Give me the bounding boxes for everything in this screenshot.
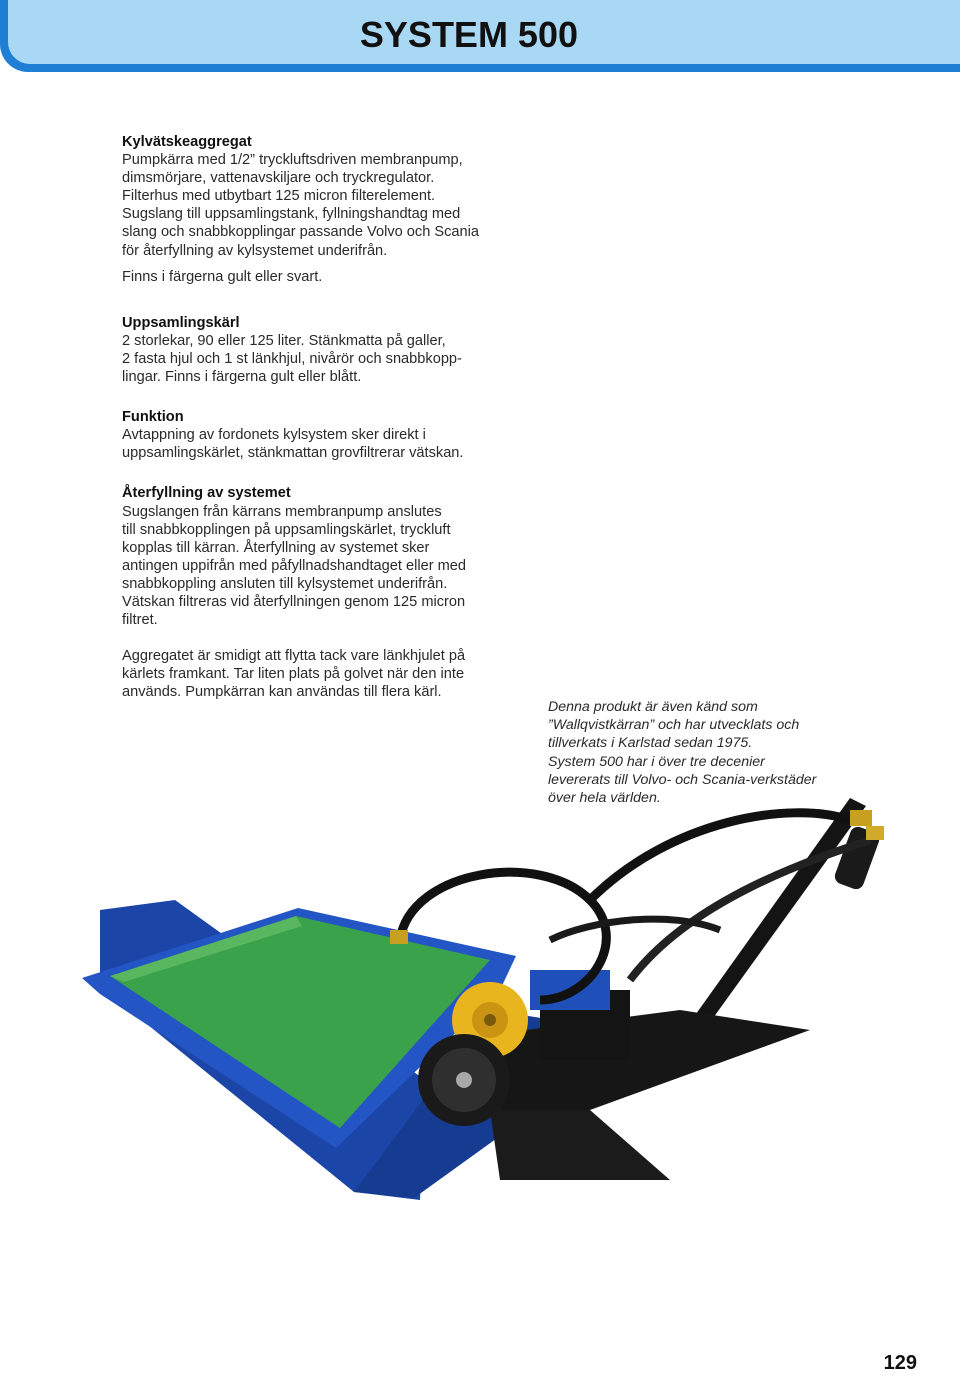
text-line: 2 storlekar, 90 eller 125 liter. Stänkmatta på galler,	[122, 332, 446, 349]
hose	[550, 919, 720, 940]
section-aggregatet	[122, 647, 502, 701]
caption-line: System 500 har i över tre decenier	[548, 753, 765, 770]
text-line: Sugslangen från kärrans membranpump anslutes	[122, 503, 442, 520]
text-line: Finns i färgerna gult eller svart.	[122, 268, 323, 285]
page-title: SYSTEM 500	[359, 14, 578, 55]
text-line: Sugslang till uppsamlingstank, fyllningshandtag med	[122, 206, 461, 223]
text-line: för återfyllning av kylsystemet underifrån.	[122, 242, 388, 259]
text-line: till snabbkopplingen på uppsamlingskärlet, tryckluft	[122, 521, 451, 538]
section-funktion	[122, 408, 502, 462]
text-line: Avtappning av fordonets kylsystem sker direkt i	[122, 427, 426, 444]
text-line: dimsmörjare, vattenavskiljare och tryckregulator.	[122, 170, 435, 187]
text-line: Vätskan filtreras vid återfyllningen genom 125 micron	[122, 593, 466, 610]
text-line: filtret.	[122, 612, 158, 629]
section-kylvatskeaggregat	[122, 133, 502, 286]
caption-line: ”Wallqvistkärran” och har utvecklats och	[548, 717, 800, 734]
text-line: används. Pumpkärran kan användas till flera kärl.	[122, 684, 442, 701]
section-heading: Funktion	[122, 409, 184, 426]
coupling	[390, 930, 408, 944]
text-line: snabbkoppling ansluten till kylsystemet underifrån.	[122, 575, 448, 592]
page-number: 129	[883, 1352, 917, 1374]
text-line: Pumpkärra med 1/2” tryckluftsdriven membranpump,	[122, 152, 463, 169]
cart-wheel-hub	[456, 1072, 472, 1088]
caption-line: levererats till Volvo- och Scania-verkstäder	[548, 771, 817, 788]
text-line: Filterhus med utbytbart 125 micron filterelement.	[122, 188, 436, 205]
coupling	[866, 826, 884, 840]
main-text	[122, 133, 502, 701]
caption-line: över hela världen.	[548, 790, 661, 807]
product-photo	[70, 780, 900, 1200]
text-line: slang och snabbkopplingar passande Volvo och Scania	[122, 224, 479, 241]
text-line: Aggregatet är smidigt att flytta tack vare länkhjulet på	[122, 648, 466, 665]
caption-line: tillverkats i Karlstad sedan 1975.	[548, 735, 753, 752]
text-line: 2 fasta hjul och 1 st länkhjul, nivårör och snabbkopp-	[122, 350, 462, 367]
coupling	[850, 810, 872, 826]
section-aterfyllning	[122, 484, 502, 629]
section-heading: Uppsamlingskärl	[122, 314, 240, 331]
section-heading: Kylvätskeaggregat	[122, 134, 252, 150]
caption-line: Denna produkt är även känd som	[548, 699, 758, 715]
text-line: uppsamlingskärlet, stänkmattan grovfiltrerar vätskan.	[122, 445, 464, 462]
text-line: lingar. Finns i färgerna gult eller blått.	[122, 369, 362, 386]
cart-frame-lower	[490, 1110, 670, 1180]
text-line: kärlets framkant. Tar liten plats på golvet när den inte	[122, 666, 465, 683]
section-heading: Återfyllning av systemet	[122, 485, 291, 502]
section-uppsamlingskarl	[122, 314, 502, 386]
membrane-pump-inner	[484, 1014, 496, 1026]
text-line: antingen uppifrån med påfyllnadshandtaget eller med	[122, 557, 467, 574]
text-line: kopplas till kärran. Återfyllning av systemet sker	[122, 539, 430, 556]
